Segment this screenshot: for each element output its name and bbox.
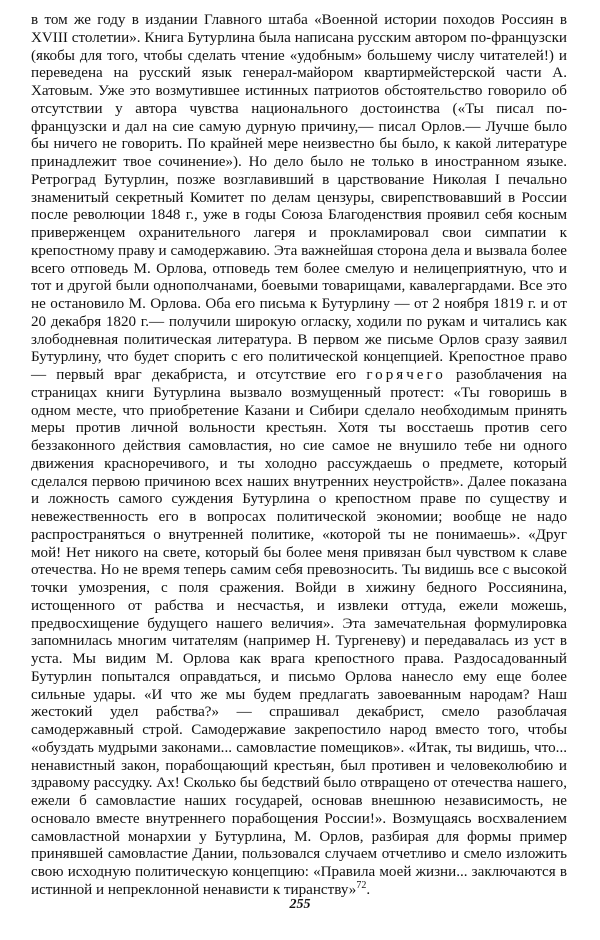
body-paragraph	[31, 12, 567, 900]
paragraph-text-part-1: в том же году в издании Главного штаба «Военной истории походов Россиян в XVIII столетии». Книга Бутурлина была написана русским автором по-французски (якобы для того, чтобы сделать чтение «удобным» большему числу читателей!) и переведена на русский язык генерал-майором квартирмейстерской части А. Хатовым. Уже это возмутившее истинных патриотов обстоятельство говорило об отсутствии у автора чувства национального достоинства («Ты писал по-французски и дал на сие самую дурную причину,— писал Орлов.— Лучше было бы ничего не говорить. По крайней мере неизвестно бы было, к какой литературе принадлежит твое сочинение»). Но дело было не только в иностранном языке. Ретроград Бутурлин, позже возглавивший в царствование Николая I печально знаменитый секретный Комитет по делам цензуры, свирепствовавший в России после революции 1848 г., уже в годы Союза Благоденствия проявил себя косным приверженцем охранительного лагеря и прокламировал свои симпатии к крепостному праву и самодержавию. Эта важнейшая сторона дела и вызвала более всего отповедь М. Орлова, отповедь тем более смелую и нелицеприятную, что и тот и другой были однополчанами, боевыми товарищами, кавалергардами. Все это не остановило М. Орлова. Оба его письма к Бутурлину — от 2 ноября 1819 г. и от 20 декабря 1820 г.— получили широкую огласку, ходили по рукам и читались как злободневная политическая литература. В первом же письме Орлов сразу заявил Бутурлину, что будет спорить с его политической концепцией. Крепостное право — первый враг декабриста, и отсутствие его	[31, 12, 567, 383]
paragraph-text-part-2: разоблачения на страницах книги Бутурлина вызвало возмущенный протест: «Ты говоришь в одном месте, что приобретение Казани и Сибири сделало необходимым принять меры против личной вольности крестьян. Хотя ты восстаешь против сего беззаконного действия самовластия, но сие самое не внушило тебе ни одного движения красноречивого, и ты холодно рассуждаешь о предмете, который сделался первою причиною всех наших внутренних неустройств». Далее показана и ложность самого суждения Бутурлина о крепостном праве по существу и невежественность его в вопросах политической экономии; вообще не надо распространяться о внутренней политике, «которой ты не понимаешь». «Друг мой! Нет никого на свете, который бы более меня привязан был чувством к славе отечества. Но не время теперь самим себя превозносить. Ты видишь все с высокой точки умозрения, с поля сражения. Войди в хижину бедного Россиянина, истощенного от рабства и несчастья, и извлеки оттуда, ежели можешь, предвосхищение будущего нашего величия». Эта замечательная формулировка запомнилась многим читателям (например Н. Тургеневу) и передавалась из уст в уста. Мы видим М. Орлова как врага крепостного права. Раздосадованный Бутурлин попытался оправдаться, и письмо Орлова нанесло ему еще более сильные удары. «И что же мы будем предлагать завоеванным народам? Наш жестокий удел рабства?» — спрашивал декабрист, смело разоблачая самодержавный строй. Самодержавие закрепостило народ вместо того, чтобы «обуздать мудрыми законами... самовластие помещиков». «Итак, ты видишь, что... ненавистный закон, порабощающий крестьян, был противен и человеколюбию и здравому рассудку. Ах! Сколько бы бедствий было отвращено от отечества нашего, ежели б самовластие наших государей, основав внешнюю независимость, не основало вместе внутреннего порабощения России!». Возмущаясь восхвалением самовластной монархии у Бутурлина, М. Орлов, разбирая для формы пример принявшей самовластие Дании, пользовался случаем отчетливо и смело изложить свою исходную политическую концепцию: «Правила моей жизни... заключаются в истинной и непреклонной ненависти к тиранству»	[31, 367, 567, 898]
page-number: 255	[289, 897, 311, 912]
paragraph-end: .	[366, 881, 371, 898]
footnote-reference[interactable]: 72	[356, 879, 367, 891]
emphasized-word: горячего	[366, 367, 446, 383]
